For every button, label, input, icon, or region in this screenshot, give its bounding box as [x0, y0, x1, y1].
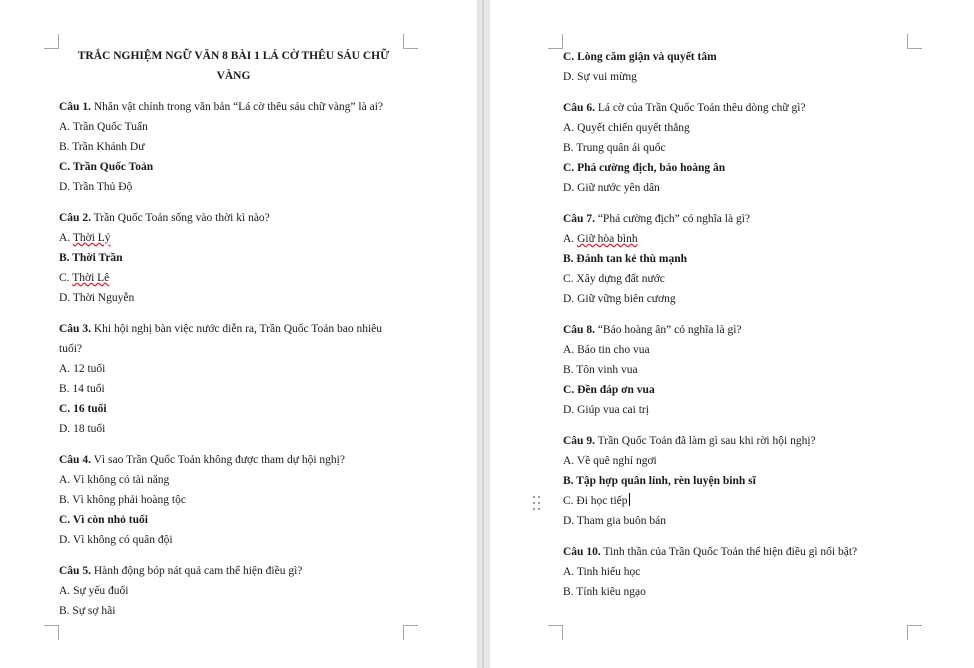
option-text: Thời Trần — [72, 252, 123, 264]
answer-option — [59, 530, 404, 550]
answer-option — [59, 419, 404, 439]
option-text: Vì còn nhỏ tuổi — [72, 514, 148, 526]
option-letter: B. — [563, 475, 577, 487]
question-2 — [59, 208, 404, 308]
option-letter: A. — [59, 585, 74, 597]
answer-option-correct — [563, 471, 883, 491]
question-text: Tinh thần của Trần Quốc Toản thể hiện điều gì nổi bật? — [600, 546, 858, 558]
option-letter: D. — [59, 181, 73, 193]
question-text: Vì sao Trần Quốc Toản không được tham dự hội nghị? — [90, 454, 345, 466]
option-text: Giúp vua cai trị — [577, 404, 649, 416]
option-letter: B. — [59, 605, 73, 617]
option-text: Về quê nghỉ ngơi — [576, 455, 657, 467]
question-text: Khi hội nghị bàn việc nước diễn ra, Trần Quốc Toản bao nhiêu — [90, 323, 383, 335]
option-letter: A. — [563, 122, 578, 134]
option-text: Tinh hiếu học — [576, 566, 641, 578]
question-6 — [563, 98, 883, 198]
option-text: Giữ nước yên dân — [577, 182, 660, 194]
option-letter: C. — [59, 161, 73, 173]
option-text: Trần Quốc Tuấn — [72, 121, 148, 133]
option-letter: D. — [59, 292, 73, 304]
answer-option — [563, 289, 883, 309]
option-text-spellcheck[interactable]: Thời Lý — [72, 232, 111, 244]
option-text: Phá cường địch, báo hoàng ân — [577, 162, 726, 174]
option-text: Trần Khánh Dư — [72, 141, 145, 153]
option-text: Thời Nguyễn — [72, 292, 135, 304]
title-line: VÀNG — [216, 70, 251, 82]
document-page-right[interactable] — [490, 0, 974, 668]
option-letter: C. — [59, 514, 73, 526]
answer-option-correct — [563, 380, 883, 400]
option-text: Tập hợp quân lính, rèn luyện binh sĩ — [576, 475, 756, 487]
option-letter: D. — [563, 293, 578, 305]
option-letter: C. — [563, 384, 578, 396]
answer-option-correct — [563, 158, 883, 178]
answer-option — [563, 118, 883, 138]
option-text: Tính kiêu ngạo — [576, 586, 646, 598]
option-letter: D. — [59, 423, 74, 435]
option-letter: C. — [563, 495, 577, 507]
answer-option — [563, 360, 883, 380]
option-letter: B. — [59, 141, 73, 153]
option-letter: B. — [563, 253, 577, 265]
question-8 — [563, 320, 883, 420]
option-text: Tôn vinh vua — [576, 364, 638, 376]
question-4 — [59, 450, 404, 550]
answer-option-correct — [563, 249, 883, 269]
title-line: TRẮC NGHIỆM NGỮ VĂN 8 BÀI 1 LÁ CỜ THÊU SÁU CHỮ — [77, 50, 390, 62]
option-letter: D. — [563, 71, 578, 83]
answer-option — [563, 400, 883, 420]
option-letter: B. — [563, 364, 577, 376]
question-label: Câu 2. — [59, 212, 91, 224]
option-letter: A. — [59, 232, 73, 244]
option-text: Xây dựng đất nước — [576, 273, 665, 285]
question-stem — [563, 320, 883, 340]
question-stem — [563, 542, 883, 562]
question-1 — [59, 97, 404, 197]
option-letter: B. — [59, 383, 73, 395]
answer-option — [59, 359, 404, 379]
option-text: Trần Quốc Toản — [72, 161, 154, 173]
option-letter: C. — [563, 51, 578, 63]
question-label: Câu 1. — [59, 101, 91, 113]
answer-option — [59, 288, 404, 308]
answer-option-correct — [59, 510, 404, 530]
option-letter: B. — [59, 494, 73, 506]
crop-mark — [548, 625, 563, 640]
answer-option — [563, 491, 883, 511]
option-text: 12 tuổi — [73, 363, 106, 375]
option-letter: A. — [59, 474, 73, 486]
option-letter: D. — [563, 515, 577, 527]
option-text: Vì không có quân đội — [72, 534, 173, 546]
option-text: 18 tuổi — [73, 423, 106, 435]
question-stem — [563, 431, 883, 451]
answer-option — [563, 178, 883, 198]
answer-option — [59, 228, 404, 248]
option-text: Giữ vững biên cương — [577, 293, 676, 305]
answer-option — [59, 268, 404, 288]
question-text: “Phá cường địch” có nghĩa là gì? — [594, 213, 751, 225]
page-gutter — [477, 0, 490, 668]
option-text: Tham gia buôn bán — [576, 515, 666, 527]
option-text: Đền đáp ơn vua — [577, 384, 655, 396]
answer-option — [563, 138, 883, 158]
question-5-continued — [563, 47, 883, 87]
option-letter: A. — [563, 344, 578, 356]
question-text: Trần Quốc Toản đã làm gì sau khi rời hội nghị? — [594, 435, 816, 447]
option-text: Sự yếu đuối — [73, 585, 129, 597]
crop-mark — [403, 625, 418, 640]
crop-mark — [403, 34, 418, 49]
answer-option-correct — [563, 47, 883, 67]
question-label: Câu 3. — [59, 323, 91, 335]
option-letter: D. — [563, 404, 578, 416]
option-text: Sự vui mừng — [577, 71, 637, 83]
crop-mark — [907, 34, 922, 49]
answer-option — [59, 137, 404, 157]
answer-option — [59, 379, 404, 399]
option-letter: A. — [59, 121, 73, 133]
document-page-left[interactable] — [0, 0, 477, 668]
answer-option — [59, 601, 404, 621]
question-label: Câu 4. — [59, 454, 91, 466]
answer-option — [59, 581, 404, 601]
answer-option-correct — [59, 399, 404, 419]
block-drag-handle-icon[interactable] — [533, 496, 541, 512]
question-label: Câu 8. — [563, 324, 595, 336]
option-text: 14 tuổi — [72, 383, 105, 395]
question-stem — [59, 561, 404, 581]
crop-mark — [907, 625, 922, 640]
option-text: Đánh tan kẻ thù mạnh — [576, 253, 687, 265]
option-letter: C. — [563, 162, 578, 174]
question-stem — [59, 97, 404, 117]
answer-option — [563, 562, 883, 582]
question-stem — [563, 98, 883, 118]
page-text[interactable] — [59, 46, 404, 621]
answer-option-correct — [59, 248, 404, 268]
question-stem — [563, 209, 883, 229]
answer-option — [563, 229, 883, 249]
question-stem — [59, 450, 404, 470]
question-label: Câu 7. — [563, 213, 595, 225]
question-text: “Báo hoàng ân” có nghĩa là gì? — [594, 324, 742, 336]
question-text: Nhân vật chính trong văn bản “Lá cờ thêu sáu chữ vàng” là ai? — [90, 101, 383, 113]
question-label: Câu 5. — [59, 565, 91, 577]
answer-option — [59, 117, 404, 137]
option-text: Quyết chiến quyết thắng — [577, 122, 690, 134]
answer-option — [59, 490, 404, 510]
answer-option — [563, 67, 883, 87]
question-10 — [563, 542, 883, 602]
answer-option — [59, 470, 404, 490]
option-text: Sự sợ hãi — [72, 605, 116, 617]
question-5 — [59, 561, 404, 621]
option-letter: C. — [563, 273, 577, 285]
option-text: Trung quân ái quốc — [576, 142, 666, 154]
option-letter: B. — [563, 142, 577, 154]
answer-option — [59, 177, 404, 197]
question-text: Lá cờ của Trần Quốc Toản thêu dòng chữ gì? — [594, 102, 806, 114]
answer-option — [563, 269, 883, 289]
option-letter: A. — [59, 363, 74, 375]
option-text-spellcheck[interactable]: Giữ hòa bình — [577, 233, 638, 245]
answer-option — [563, 582, 883, 602]
option-letter: A. — [563, 233, 578, 245]
question-label: Câu 9. — [563, 435, 595, 447]
question-text-continued: tuổi? — [59, 343, 82, 355]
question-3 — [59, 319, 404, 439]
question-9 — [563, 431, 883, 531]
answer-option — [563, 511, 883, 531]
option-letter: A. — [563, 455, 577, 467]
option-text: Trần Thủ Độ — [72, 181, 133, 193]
option-letter: B. — [59, 252, 73, 264]
crop-mark — [548, 34, 563, 49]
question-stem — [59, 319, 404, 339]
question-stem — [59, 208, 404, 228]
option-letter: D. — [563, 182, 578, 194]
answer-option — [563, 340, 883, 360]
question-text: Trần Quốc Toản sống vào thời kì nào? — [90, 212, 270, 224]
option-text: Đi học tiếp — [576, 495, 628, 507]
option-letter: C. — [59, 403, 74, 415]
crop-mark — [44, 34, 59, 49]
question-label: Câu 10. — [563, 546, 601, 558]
question-text: Hành động bóp nát quả cam thể hiện điều gì? — [90, 565, 303, 577]
page-text[interactable] — [563, 47, 883, 602]
option-text-spellcheck[interactable]: Thời Lê — [72, 272, 110, 284]
option-text: 16 tuổi — [73, 403, 107, 415]
option-text: Vì không có tài năng — [72, 474, 170, 486]
option-letter: D. — [59, 534, 73, 546]
crop-mark — [44, 625, 59, 640]
option-letter: B. — [563, 586, 577, 598]
option-text: Báo tin cho vua — [577, 344, 650, 356]
question-label: Câu 6. — [563, 102, 595, 114]
option-letter: C. — [59, 272, 73, 284]
answer-option — [563, 451, 883, 471]
option-letter: A. — [563, 566, 577, 578]
document-title — [59, 46, 404, 86]
option-text: Vì không phải hoàng tộc — [72, 494, 186, 506]
answer-option-correct — [59, 157, 404, 177]
question-7 — [563, 209, 883, 309]
option-text: Lòng căm giận và quyết tâm — [577, 51, 717, 63]
text-cursor — [629, 493, 630, 506]
